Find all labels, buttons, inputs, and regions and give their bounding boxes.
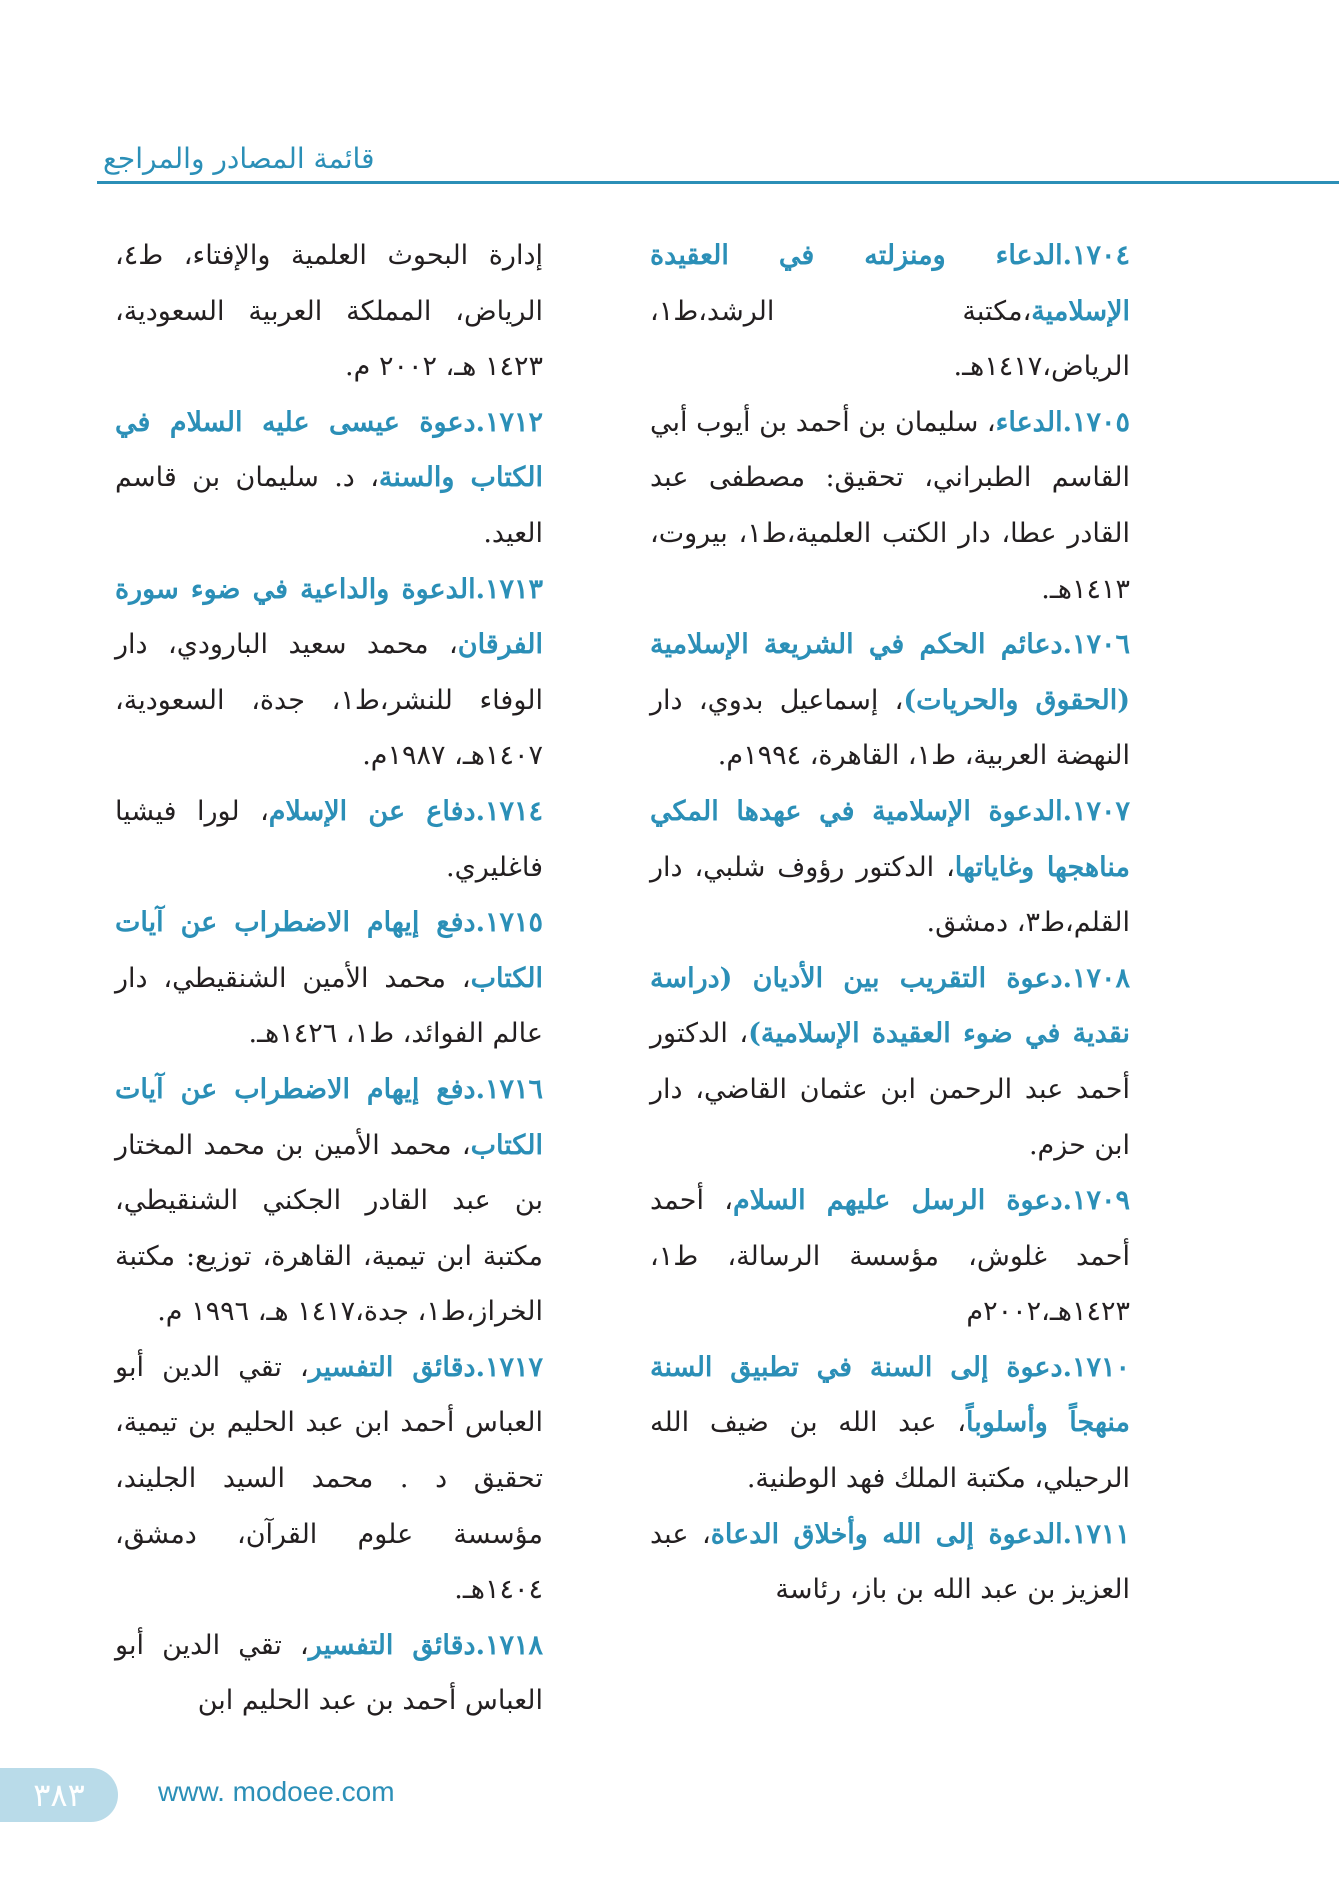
entry-title: دقائق التفسير xyxy=(308,1351,476,1383)
header-rule xyxy=(97,181,1339,184)
reference-entry xyxy=(650,228,1130,395)
entry-number: ١٧١٣. xyxy=(475,573,543,605)
entry-details: ، محمد الأمين بن محمد المختار بن عبد القادر الجكني الشنقيطي، مكتبة ابن تيمية، القاهرة، توزيع: مكتبة الخراز،ط١، جدة،١٤١٧ هـ، ١٩٩٦ م. xyxy=(115,1129,543,1328)
entry-number: ١٧٠٥. xyxy=(1062,406,1130,438)
entry-title: الدعاء xyxy=(995,406,1063,438)
reference-entry xyxy=(650,784,1130,951)
left-column xyxy=(115,228,543,1729)
entry-title: دعائم الحكم في الشريعة الإسلامية (الحقوق والحريات) xyxy=(650,629,1130,716)
reference-entry xyxy=(650,1340,1130,1507)
entry-number: ١٧٠٨. xyxy=(1062,962,1130,994)
entry-number: ١٧٠٦. xyxy=(1062,629,1130,661)
entry-number: ١٧١٢. xyxy=(475,406,543,438)
entry-title: الدعاء ومنزلته في العقيدة الإسلامية xyxy=(650,240,1130,327)
reference-entry xyxy=(650,1507,1130,1618)
footer-url[interactable]: www. modoee.com xyxy=(158,1776,395,1807)
entry-number: ١٧٠٩. xyxy=(1062,1185,1130,1217)
entry-details: ، تقي الدين أبو العباس أحمد بن عبد الحليم ابن xyxy=(115,1629,543,1717)
entry-title: دفع إيهام الاضطراب عن آيات الكتاب xyxy=(115,1073,543,1161)
entry-title: دعوة الرسل عليهم السلام xyxy=(733,1185,1063,1217)
entry-title: دفاع عن الإسلام xyxy=(268,795,476,827)
entry-details: ، محمد الأمين الشنقيطي، دار عالم الفوائد، ط١، ١٤٢٦هـ. xyxy=(115,962,543,1050)
entry-details: إدارة البحوث العلمية والإفتاء، ط٤، الرياض، المملكة العربية السعودية، ١٤٢٣ هـ، ٢٠٠٢ م. xyxy=(115,240,543,383)
entry-number: ١٧١٠. xyxy=(1062,1351,1130,1383)
entry-details: ، عبد الله بن ضيف الله الرحيلي، مكتبة الملك فهد الوطنية. xyxy=(650,1407,1130,1495)
entry-details: ، عبد العزيز بن عبد الله بن باز، رئاسة xyxy=(650,1518,1130,1606)
entry-details: ، لورا فيشيا فاغليري. xyxy=(115,795,543,883)
entry-details: ، محمد سعيد البارودي، دار الوفاء للنشر،ط١، جدة، السعودية، ١٤٠٧هـ، ١٩٨٧م. xyxy=(115,629,543,772)
reference-entry xyxy=(115,784,543,895)
reference-entry xyxy=(115,895,543,1062)
entry-number: ١٧١٧. xyxy=(475,1351,543,1383)
entry-details: ، الدكتور رؤوف شلبي، دار القلم،ط٣، دمشق. xyxy=(650,851,1130,939)
entry-number: ١٧٠٧. xyxy=(1062,795,1130,827)
entry-title: دعوة عيسى عليه السلام في الكتاب والسنة xyxy=(115,406,543,494)
entry-title: الدعوة الإسلامية في عهدها المكي مناهجها وغاياتها xyxy=(650,795,1131,883)
entry-details: ، سليمان بن أحمد بن أيوب أبي القاسم الطبراني، تحقيق: مصطفى عبد القادر عطا، دار الكتب العلمية،ط١، بيروت، ١٤١٣هـ. xyxy=(650,406,1130,605)
entry-title: دعوة التقريب بين الأديان (دراسة نقدية في ضوء العقيدة الإسلامية) xyxy=(650,962,1130,1050)
entry-details: ، الدكتور أحمد عبد الرحمن ابن عثمان القاضي، دار ابن حزم. xyxy=(650,1018,1130,1161)
entry-title: دعوة إلى السنة في تطبيق السنة منهجاً وأسلوباً xyxy=(650,1351,1130,1439)
reference-entry xyxy=(115,228,543,395)
page-number: ٣٨٣ xyxy=(0,1768,118,1822)
reference-entry xyxy=(650,951,1130,1173)
entry-details: ، تقي الدين أبو العباس أحمد ابن عبد الحليم بن تيمية، تحقيق د . محمد السيد الجليند، مؤسسة علوم القرآن، دمشق، ١٤٠٤هـ. xyxy=(115,1351,543,1606)
reference-entry xyxy=(115,1618,543,1729)
entry-number: ١٧١١. xyxy=(1062,1518,1130,1550)
right-column xyxy=(650,228,1130,1618)
entry-number: ١٧١٥. xyxy=(475,907,543,939)
entry-details: ،مكتبة الرشد،ط١، الرياض،١٤١٧هـ. xyxy=(650,295,1130,383)
reference-entry xyxy=(115,562,543,784)
reference-entry xyxy=(650,395,1130,617)
entry-number: ١٧٠٤. xyxy=(1062,240,1130,271)
entry-details: ، أحمد أحمد غلوش، مؤسسة الرسالة، ط١، ١٤٢٣هـ،٢٠٠٢م xyxy=(650,1185,1130,1328)
reference-entry xyxy=(650,1173,1130,1340)
entry-title: الدعوة إلى الله وأخلاق الدعاة xyxy=(710,1518,1063,1550)
entry-details: ، إسماعيل بدوي، دار النهضة العربية، ط١، القاهرة، ١٩٩٤م. xyxy=(650,684,1130,772)
reference-entry xyxy=(115,1340,543,1618)
reference-entry xyxy=(115,395,543,562)
entry-title: دفع إيهام الاضطراب عن آيات الكتاب xyxy=(115,907,543,994)
reference-entry xyxy=(115,1062,543,1340)
entry-number: ١٧١٦. xyxy=(475,1073,543,1105)
entry-title: الدعوة والداعية في ضوء سورة الفرقان xyxy=(115,573,543,661)
reference-entry xyxy=(650,617,1130,784)
entry-number: ١٧١٨. xyxy=(475,1629,543,1661)
entry-title: دقائق التفسير xyxy=(308,1629,476,1661)
running-header-title: قائمة المصادر والمراجع xyxy=(103,142,375,175)
entry-number: ١٧١٤. xyxy=(475,795,543,827)
entry-details: ، د. سليمان بن قاسم العيد. xyxy=(115,462,543,549)
